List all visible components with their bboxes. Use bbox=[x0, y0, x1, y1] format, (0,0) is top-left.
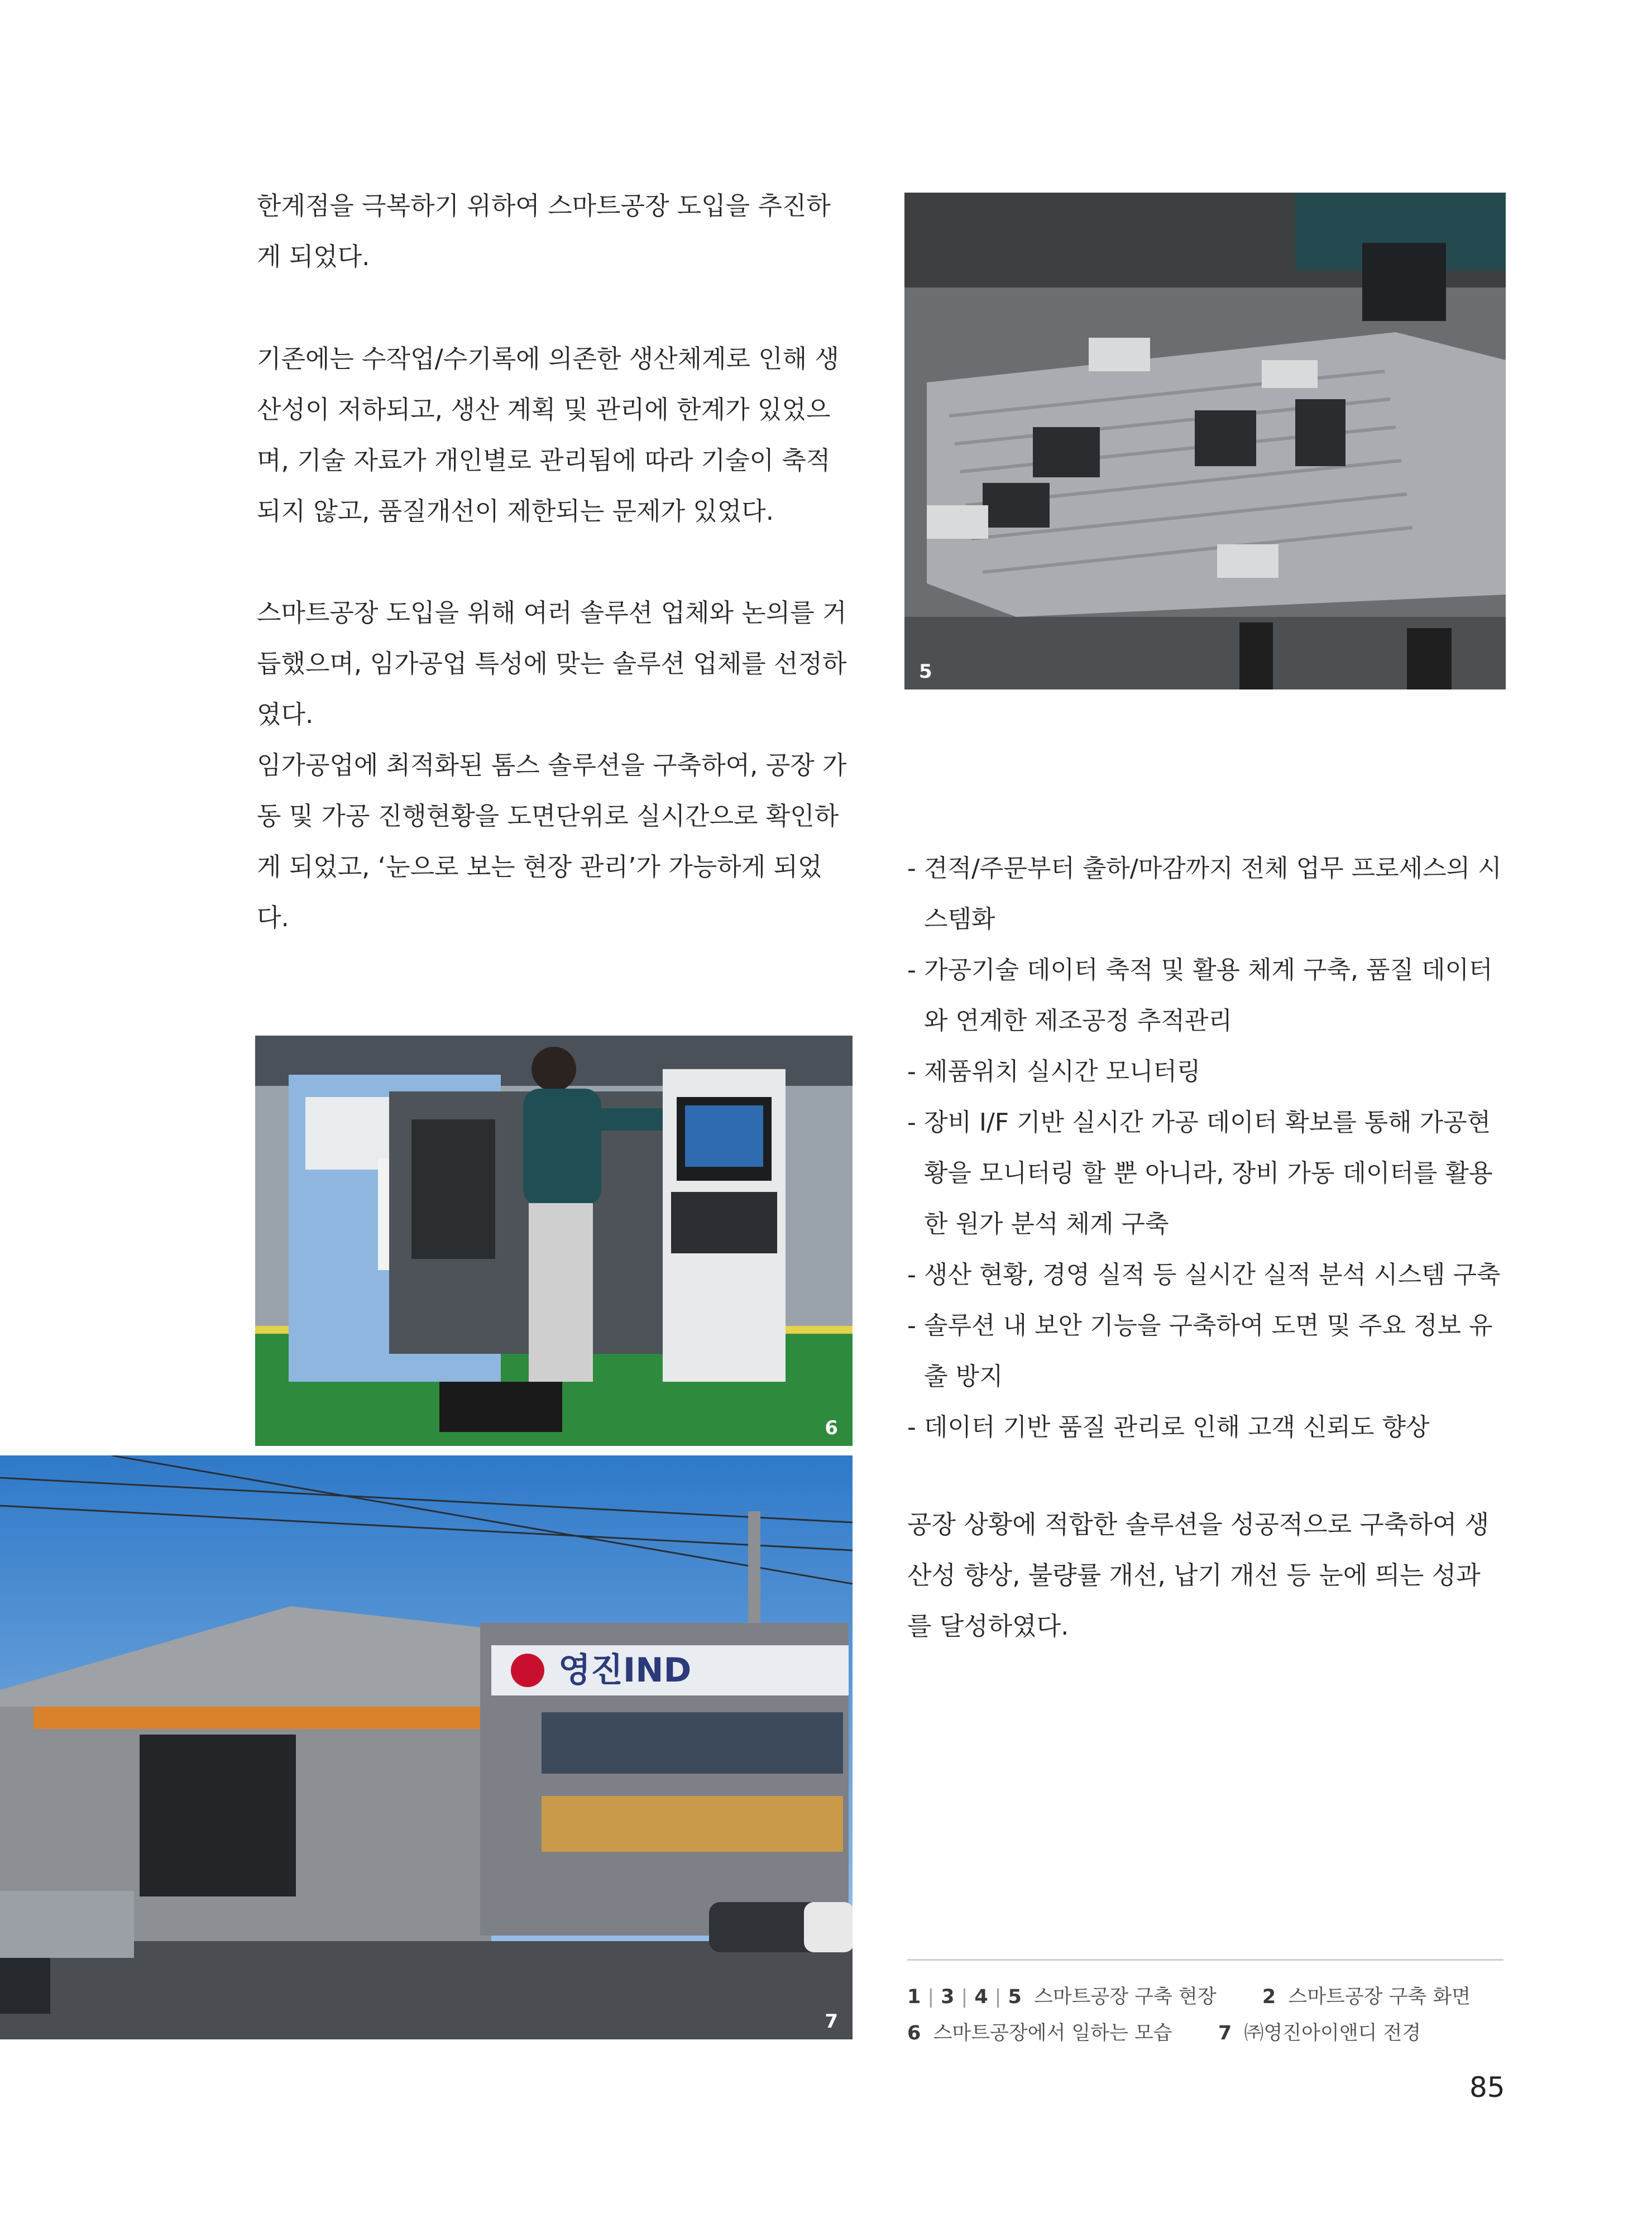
caption-text: ㈜영진아이앤디 전경 bbox=[1244, 2022, 1421, 2044]
paragraph-3: 스마트공장 도입을 위해 여러 솔루션 업체와 논의를 거듭했으며, 임가공업 특성에 맞는 솔루션 업체를 선정하였다. bbox=[257, 598, 847, 729]
caption-text: 스마트공장에서 일하는 모습 bbox=[933, 2022, 1172, 2044]
feature-list bbox=[907, 843, 1505, 1453]
caption-number: 7 bbox=[1218, 2022, 1232, 2044]
photo-cnc-operator bbox=[255, 1036, 853, 1446]
caption-number: 1 bbox=[907, 1986, 921, 2008]
closing-paragraph: 공장 상황에 적합한 솔루션을 성공적으로 구축하여 생산성 향상, 불량률 개선, 납기 개선 등 눈에 띄는 성과를 달성하였다. bbox=[907, 1510, 1490, 1641]
caption-number: 3 bbox=[941, 1986, 955, 2008]
caption-row-2 bbox=[907, 2021, 1421, 2046]
list-item: - 장비 I/F 기반 실시간 가공 데이터 확보를 통해 가공현황을 모니터링 할 뿐 아니라, 장비 가동 데이터를 활용한 원가 분석 체계 구축 bbox=[907, 1097, 1505, 1249]
cnc-operator-photo-icon bbox=[255, 1036, 853, 1446]
photo-number: 7 bbox=[825, 2010, 838, 2033]
list-item: - 생산 현황, 경영 실적 등 실시간 실적 분석 시스템 구축 bbox=[907, 1249, 1505, 1300]
list-item: - 제품위치 실시간 모니터링 bbox=[907, 1046, 1505, 1097]
paragraph-2: 기존에는 수작업/수기록에 의존한 생산체계로 인해 생산성이 저하되고, 생산 계획 및 관리에 한계가 있었으며, 기술 자료가 개인별로 관리됨에 따라 기술이 축적되지 않고, 품질개선이 제한되는 문제가 있었다. bbox=[257, 344, 840, 526]
photo-machining-plate bbox=[904, 193, 1506, 689]
list-item: - 가공기술 데이터 축적 및 활용 체계 구축, 품질 데이터와 연계한 제조공정 추적관리 bbox=[907, 945, 1505, 1046]
caption-row-1: 1 | 3 | 4 | 5 스마트공장 구축 현장 2 스마트공장 구축 화면 bbox=[907, 1986, 1471, 2008]
photo-factory-building bbox=[0, 1455, 853, 2039]
list-item: - 견적/주문부터 출하/마감까지 전체 업무 프로세스의 시스템화 bbox=[907, 843, 1505, 945]
factory-building-photo-icon bbox=[0, 1455, 853, 2039]
page-number: 85 bbox=[1469, 2071, 1505, 2104]
machining-plate-photo-icon bbox=[904, 193, 1506, 689]
caption-number: 6 bbox=[907, 2022, 921, 2044]
caption-text: 스마트공장 구축 화면 bbox=[1288, 1986, 1471, 2008]
list-item: - 솔루션 내 보안 기능을 구축하여 도면 및 주요 정보 유출 방지 bbox=[907, 1300, 1505, 1402]
caption-number: 2 bbox=[1262, 1986, 1276, 2008]
paragraph-4: 임가공업에 최적화된 톰스 솔루션을 구축하여, 공장 가동 및 가공 진행현황을 도면단위로 실시간으로 확인하게 되었고, ‘눈으로 보는 현장 관리’가 가능하게 되었다. bbox=[257, 750, 847, 932]
caption-number: 4 bbox=[974, 1986, 988, 2008]
photo-number: 6 bbox=[825, 1417, 838, 1439]
caption-text: 스마트공장 구축 현장 bbox=[1034, 1986, 1217, 2008]
photo-number: 5 bbox=[919, 660, 932, 683]
paragraph-1: 한계점을 극복하기 위하여 스마트공장 도입을 추진하게 되었다. bbox=[257, 191, 831, 271]
caption-divider bbox=[907, 1959, 1503, 1961]
list-item: - 데이터 기반 품질 관리로 인해 고객 신뢰도 향상 bbox=[907, 1402, 1505, 1453]
building-sign: 영진IND bbox=[558, 1651, 692, 1690]
caption-number: 5 bbox=[1008, 1986, 1022, 2008]
